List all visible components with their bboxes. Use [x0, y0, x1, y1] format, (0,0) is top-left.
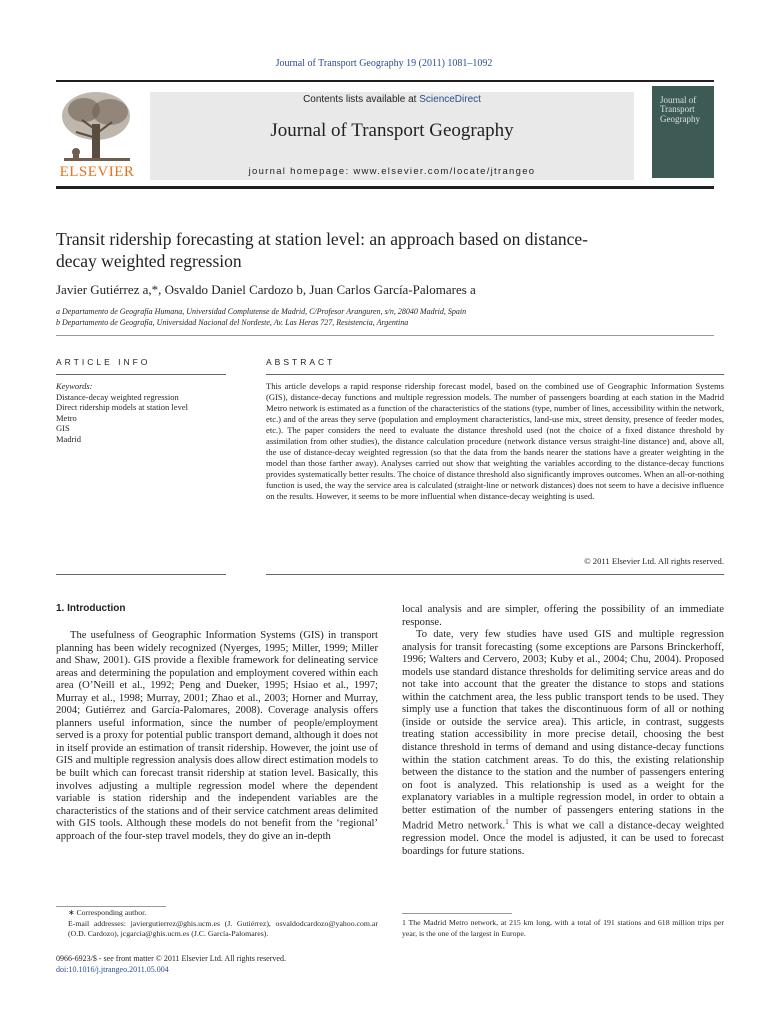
footnotes-left [56, 908, 378, 940]
cover-title: Journal of Transport Geography [660, 95, 700, 124]
intro-paragraph-continued: local analysis and are simpler, offering the possibility of an immediate response. [402, 604, 724, 628]
intro-paragraph-2-tail: This is what we call a distance-decay weighted regression model. Once the model is adjusted, it can be used to forecast boardings for future stations. [402, 820, 724, 857]
journal-citation[interactable]: Journal of Transport Geography 19 (2011) 1081–1092 [275, 58, 493, 69]
corresponding-author-note: ∗ Corresponding author. [68, 908, 147, 917]
doi-link[interactable]: doi:10.1016/j.jtrangeo.2011.05.004 [56, 965, 169, 974]
affiliation-rule [56, 335, 714, 336]
header-rule-bottom [56, 186, 714, 189]
keyword-item: Distance-decay weighted regression [56, 391, 179, 402]
affiliation-b: b Departamento de Geografía, Universidad Nacional del Nordeste, Av. Las Heras 727, Resistencia, Argentina [56, 318, 409, 327]
issn-line: 0966-6923/$ - see front matter © 2011 Elsevier Ltd. All rights reserved. [56, 954, 286, 963]
intro-paragraph-2 [402, 629, 724, 858]
author-list: Javier Gutiérrez a,*, Osvaldo Daniel Cardozo b, Juan Carlos García-Palomares a [56, 282, 476, 297]
intro-paragraph-1: The usefulness of Geographic Information Systems (GIS) in transport planning has been widely recognized (Nyerges, 1995; Miller, 1999; Miller and Shaw, 2001). GIS provide a flexible framework for delineating service areas and determining the population and employment covered within each area (O’Neill et al., 1992; Peng and Dueker, 1995; Hsiao et al., 1997; Murray et al., 1998; Murray, 2001; Zhao et al., 2003; Horner and Murray, 2004; Gutiérrez and García-Palomares, 2008). Coverage analysis offers planners useful information, since the number of people/employment served is a proxy for potential public transport demand, although it does not in itself provide an estimation of transit ridership. However, the joint use of GIS and multiple regression analysis does allow direct estimation models to be built which can forecast transit ridership at station level. Basically, this involves adjusting a multiple regression model where the dependent variable is station ridership and the independent variables are the characteristics of the stations and of their service catchment areas delimited with GIS tools. Although these models do not benefit from the ‘regional’ approach of the four-step travel models, they do give an in-depth [56, 630, 378, 842]
article-info-heading: ARTICLE INFO [56, 357, 151, 367]
publisher-wordmark: ELSEVIER [59, 164, 135, 180]
sciencedirect-link[interactable]: ScienceDirect [419, 94, 481, 105]
keyword-item: Metro [56, 412, 77, 423]
footnote-rule-left [56, 906, 166, 907]
body-column-left [56, 630, 378, 843]
keyword-item: Madrid [56, 433, 82, 444]
email-addresses[interactable]: E-mail addresses: javiergutierrez@ghis.ucm.es (J. Gutiérrez), osvaldodcardozo@yahoo.com.ar (O.D. Cardozo), jcgarcia@ghis.ucm.es (J.C. García-Palomares). [68, 918, 378, 938]
keywords-block [56, 381, 226, 444]
intro-paragraph-2-text: To date, very few studies have used GIS and multiple regression analysis for transit forecasting (some exceptions are Parsons Brinckerhoff, 1996; Walters and Cervero, 2003; Kuby et al., 2004; Chu, 2004). Proposed models use standard distance thresholds for delimiting service areas and do not take into account that the greater the distance to stops and stations within the catchment area, the less public transport tends to be used. They simply use a function that takes the discontinuous form of all or nothing (inside or outside the service area). This article, in contrast, suggests treating station accessibility in more precise detail, choosing the best distance threshold in terms of demand and using distance-decay functions within the station catchment areas. To do this, the existing relationship between the distance to the station and the number of passengers entering on foot is analyzed. This relationship is used as a weight for the explanatory variables in a multiple regression model, in order to obtain a better estimation of the number of passengers entering stations in the Madrid Metro network. [402, 629, 724, 832]
body-column-right [402, 604, 724, 858]
footnote-1: 1 The Madrid Metro network, at 215 km long, with a total of 191 stations and 618 million trips per year, is the one of the largest in Europe. [402, 918, 724, 938]
header-rule-top [56, 80, 714, 82]
article-title: Transit ridership forecasting at station level: an approach based on distance-decay weighted regression [56, 229, 588, 271]
keyword-item: Direct ridership models at station level [56, 402, 188, 412]
abstract-rule [266, 374, 724, 375]
article-info-rule [56, 374, 226, 375]
section-heading-introduction: 1. Introduction [56, 603, 126, 614]
abstract-rule-bottom [266, 574, 724, 575]
journal-title: Journal of Transport Geography [270, 120, 514, 141]
keywords-label: Keywords: [56, 381, 93, 391]
abstract-text: This article develops a rapid response ridership forecast model, based on the combined use of Geographic Information Systems (GIS), distance-decay functions and multiple regression models. The number of passengers boarding at each station in the Madrid Metro network is estimated as a function of the characteristics of the stations (type, number of lines, accessibility within the network, etc.) and of the areas they serve (population and employment characteristics, land-use mix, street density, presence of feeder modes, etc.). The paper considers the need to evaluate the distance threshold used (not the choice of a fixed distance threshold by assimilation from other studies), the distance calculation procedure (network distance versus straight-line distance) and, above all, the use of distance-decay weighted regression (so that the data from the bands nearer the stations have a greater weighting in the model than those farther away). Analyses carried out show that weighting the variables according to the distance-decay functions provides systematically better results. The choice of distance threshold also significantly improves outcomes. When an all-or-nothing function is used, the way the service area is calculated (straight-line or network distances) does not seem to have a decisive influence on the results. However, it seems to be more influential when distance-decay weighting is used. [266, 381, 724, 501]
issn-block [56, 953, 378, 975]
footnote-marker[interactable]: 1 [505, 819, 509, 827]
journal-homepage[interactable]: journal homepage: www.elsevier.com/locate/jtrangeo [248, 166, 536, 177]
article-info-rule-bottom [56, 574, 226, 575]
abstract-heading: ABSTRACT [266, 357, 336, 367]
contents-line [150, 94, 634, 105]
keyword-item: GIS [56, 423, 70, 433]
footnote-rule-right [402, 913, 512, 914]
abstract-copyright: © 2011 Elsevier Ltd. All rights reserved. [584, 556, 724, 566]
contents-prefix: Contents lists available at [303, 94, 420, 105]
affiliation-a: a Departamento de Geografía Humana, Universidad Complutense de Madrid, C/Profesor Aranguren, s/n, 28040 Madrid, Spain [56, 307, 467, 316]
